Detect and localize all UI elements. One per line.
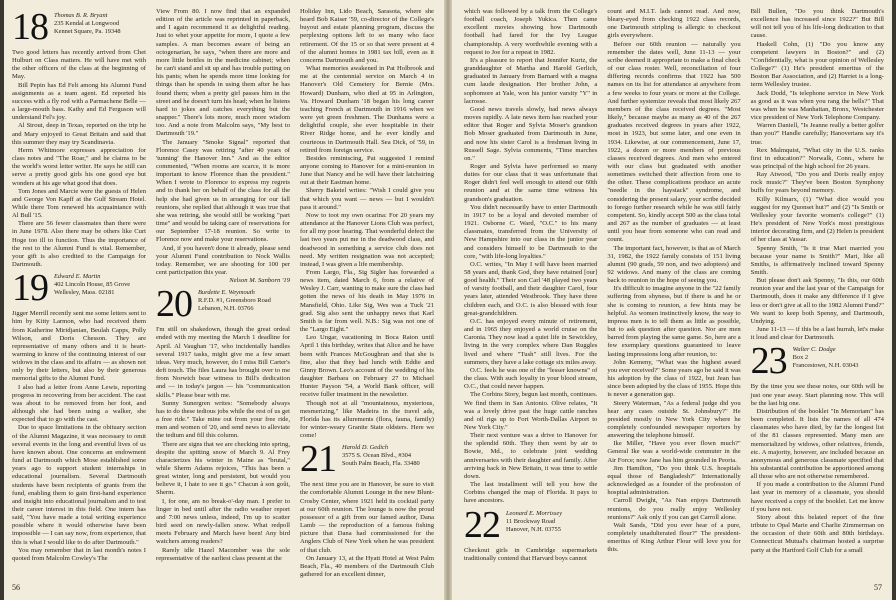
address-line: Hanover, N.H. 03755 xyxy=(506,525,561,533)
paragraph: It's difficult to imagine anyone in the "22 family suffering from shyness, but if there is and he or she is coming to reunion, a few hints may be helpful. As women instinctively know, the way to impress men is to tell them as little as possible, but to ask question after question. Nor are men barred from playing the same game. So, here are a few exemplary questions guaranteed to leave lasting impressions long after reunion, to: xyxy=(607,285,741,358)
paragraph: Ike Miller, "Have you ever flown much?" General Ike was a world-wide commuter in the Air Force; now Jane has him grounded in Peoria. xyxy=(607,440,741,464)
paragraph: I'm still on shakedown, though the great ordeal ended with my meeting the March 1 deadline for April. Al Vaughan '17, who incidentally handles several 1917 tasks, might give me a few smart ideas. Very much, however, do I miss Bill Carter's deft touch. The files Laura has brought over to me from Norwich bear witness to Bill's dedication and — in today's jargon — his "communication skills." Please bear with me. xyxy=(156,326,290,399)
class-secretary-address xyxy=(54,10,121,36)
magazine-spread xyxy=(4,0,892,600)
paragraph: O.C. writes, "In May I will have been married 58 years and, thank God, they have retained [our] good health." Their son Carl '48 played two years of varsity football, and their daughter Carol, four years later, attended Westbrook. They have three children each, and O.C. is also blessed with four great-grandchildren. xyxy=(464,260,598,317)
secretary-name: Harold D. Gedich xyxy=(342,444,389,452)
paragraph: Jack Dodd, "Is telephone service in New York as good as it was when you rang the bells?" That was when he was Manhattan, Bronx, Westchester vice president of New York Telephone Company. xyxy=(750,89,884,122)
paragraph: Herm Whitmore expresses appreciation for class notes and "The Roar," and he claims to be the world's worst letter writer. He says he still can serve a pretty good girls his one good eye but wonders at his age what good that does. xyxy=(12,146,146,187)
paragraph: What memories awakened in Pat Holbrook and me at the centennial service on March 4 in Hanover's Old Cemetery for Bernie (Mrs. Howard) Dunham, who died at 95 in Arlington, Va. Howard Dunham '18 began his long career teaching French at Dartmouth in 1916 when we were yet green freshmen. The Dunhams were a delightful couple, she ever hospitable in their River Ridge home, and he ever kindly and courteous in Dartmouth Hall. Sea Dick, of '59, in retired from foreign service. xyxy=(300,65,434,154)
paragraph: Ray Atwood, "Do you and Doris really enjoy rock music?" They've been Boston Symphony buffs for years beyond memory. xyxy=(750,171,884,195)
paragraph: Jigger Merrill recently sent me some letters sent to him by Kitty Larmon, who had received them from Katherine Miridjanian, Beulah Capps, Polly Wilson, and Doris Chesson. They are representative of many others and it is heart-warming to know of the continuing interest of our widows in the class and its affairs — as shown not only by their letters, but also by their generous memorial gifts to the Alumni Fund. xyxy=(12,310,146,383)
class-year-number: 18 xyxy=(12,6,48,48)
paragraph: Due to space limitations in the obituary section of the Alumni Magazine, it was necessary to omit several events in the long and eventful lives of us have known about. One concerns an endowment fund at Dartmouth which Mose established some years ago to support student internships in educational journalism. Several Dartmouth students have been recipients of grants from the fund, enabling them to gain first-hand experience and insight into educational journalism and to test their career interest in this field. One intern has said, "You have made a total writing experience possible where it would otherwise have been impossible — I can say now, from experience, that this is what I would like to do after Dartmouth." xyxy=(12,424,146,546)
paragraph: Good news travels slowly, bad news always moves rapidly. A late news item has reached your editor that Roger and Sylvia Moser's grandson Bob Moser graduated from Dartmouth in June, and now his sister Carol is a freshman living in Russell Sage. Sylvia comments, "Time marches on." xyxy=(464,105,598,162)
paragraph: which was followed by a talk from the College's football coach, Joseph Yukica. Then came excellent movies showing how Dartmouth football had fared for the Ivy League championship. A very worthwhile evening with a request to Joe for a repeat in 1982. xyxy=(464,8,598,56)
paragraph: Story about this belated report of the fine tribute to Opal Marie and Charlie Zimmerman on the occasion of their 60th and 80th birthdays. Connecticut Mutual's chairman hosted a surprise party at the Hartford Golf Club for a small xyxy=(750,513,884,554)
secretary-name: Edward E. Martin xyxy=(54,273,101,281)
paragraph: Two good letters has recently arrived from Chet Hulburt on Class matters. He will have met with the other officers of the class at the beginning of May. xyxy=(12,49,146,81)
right-columns xyxy=(464,8,884,574)
paragraph: John Kemeny, "What was the highest award you ever received?" Some years ago he said it was his adoption by the class of 1922, but Jean has since been adopted by the class of 1955. Hope this is never a generation gap. xyxy=(607,358,741,399)
address-line: Wellesley, Mass. 02181 xyxy=(54,289,115,297)
class-secretary-address xyxy=(342,442,420,468)
paragraph: By the time you see these notes, our 60th will be just one year away. Start planning now. This will be the last big one. xyxy=(750,383,884,407)
paragraph: I, for one, am no break-o'-day man. I prefer to linger in bed until after the radio weather report and 7:00 news unless, indeed, I'm up to scatter bird seed on newly-fallen snow. What redpoll meets February and March have been! Any bird watchers among readers? xyxy=(156,497,290,546)
paragraph: The next time you are in Hanover, be sure to visit the comfortable Alumni Lounge in the new Blunt-Crosby Center, where 1921 held its cocktail party at our 60th reunion. The lounge is now the proud possessor of a gift from our famed author, Dana Lamb — the reproduction of a famous fishing picture that Dana had commissioned for the Anglers Club of New York when he was president of that club. xyxy=(300,481,434,554)
address-line: R.F.D. #1, Greensboro Road xyxy=(198,297,271,305)
address-line: 11 Brockway Road xyxy=(506,517,556,525)
secretary-name: Thomas B. R. Bryant xyxy=(54,12,108,19)
paragraph: Killy Kilmarx, (1) "What dice would you suggest for my Quonset hut?" and (2) "Is Smith or Wellesley your favorite women's college?" (1) He's president of New York's most prestigious interior decorating firm, and (2) Helen is president of her class at Vassar. xyxy=(750,195,884,244)
paragraph: Haskell Cohn, (1) "Do you know any competent lawyers in Boston?" and (2) "Confidentially, what is your opinion of Wellesley College?" (1) He's president emeritus of the Boston Bar Association, and (2) Harriet is a long-term Wellesley trustee. xyxy=(750,40,884,89)
paragraph: June 11-13 — if this be a last hurrah, let's make it loud and clear for Dartmouth. xyxy=(750,326,884,342)
right-column-2 xyxy=(607,8,740,574)
class-secretary-address xyxy=(793,344,859,370)
page-number: 57 xyxy=(874,583,882,592)
address-line: 235 Kendal at Longwood xyxy=(54,20,120,27)
class-year-number: 22 xyxy=(464,503,500,546)
right-column-3 xyxy=(751,8,884,574)
paragraph: The important fact, however, is that as of March 31, 1982, the 1922 family consists of 151 living alumni (90 grads, 59 non, and two adoptees) and 92 widows. And many of the class are coming back to reunion in the hope of seeing you. xyxy=(607,244,741,285)
class-year-number: 19 xyxy=(12,267,48,310)
paragraph: Distribution of the booklet "In Memoriam" has been completed. It lists the names of all 474 classmates who have died, by far the longest list of the 81 classes represented. Many men are memorialized by widows, other relatives, friends, etc. A majority, however, are included because an anonymous and generous classmate specified that his substantial contribution be apportioned among all those who are not otherwise remembered. xyxy=(750,407,884,481)
class-secretary-address xyxy=(198,287,271,313)
right-column-1 xyxy=(464,8,597,574)
paragraph: You may remember that in last month's notes I quoted from Malcolm Cowley's The xyxy=(12,546,146,562)
paragraph: Warren Daniell, "Is Jeanne really a better golfer than you?" Handle carefully; Hanoverians say it's true. xyxy=(750,122,884,146)
paragraph: If you made a contribution to the Alumni Fund last year in memory of a classmate, you should have received a copy of the booklet. Let me know if you have not. xyxy=(750,481,884,513)
address-line: 402 Lincoln House, 85 Grove xyxy=(54,281,131,289)
class-secretary-address xyxy=(506,508,562,534)
paragraph: The January "Smoke Signal" reported that Florence Casey was retiring "after 40 years of 'tunning' the Hanover Inn." And as the editor commented, "When rooms are scarce, it is more important to know Florence than the president." When I wrote to Florence to express my regrets and to thank her on behalf of the class for all the help she had given us in arranging for our fall reunions, she replied that although it was true that she was retiring, she would still be working "part time" and would be taking care of reservations for our September 17-18 reunion. So write to Florence now and make your reservations. xyxy=(156,138,290,244)
spread-gutter xyxy=(444,0,452,600)
paragraph: Though not at all "mountainous, mysterious, mesmerizing," like Madeira in the travel ads, Florida has its allurements (flora, fauna, family) for winter-weary Granite State oldsters. Here we come! xyxy=(300,399,434,440)
paragraph: From Largo, Fla., Sig Sigler has forwarded a news item, dated March 6, from a relative of Wesley J. Carr, wanting to make sure the class had gotten the news of his death in May 1976 in Mansfield, Ohio. Like Sig, Wes was a Tuck '21 grad. Sig also sent the unhappy news that Karl Smith is far from well. N.B.: Sig was not one of the "Largo Eight." xyxy=(300,269,434,334)
paragraph: Rarely idle Hazel Macomber was the sole representative of the earliest class present at the xyxy=(156,546,290,562)
address-line: Lebanon, N.H. 03766 xyxy=(198,305,254,313)
paragraph: View From 80. I now find that an expanded edition of the article was reprinted in paperback, and I again recommend it as delightful reading. Just to whet your appetite for more, I quote a few samples. A man becomes aware of being an octogenarian, he says, "when there are more and more little bottles in the medicine cabinet; when he can't stand and sit up and has trouble putting on his pants; when he spends more time looking for things than he spends in using them after he has found them; when a pretty girl passes him in the street and he doesn't turn his head; when he listens hard to jokes and catches everything but the snapper." There's lots more, much more wisdom too. And a note from Malcolm says, "My best to Dartmouth '19." xyxy=(156,8,290,138)
paragraph: Carroll Dwight, "As Nan enjoys Dartmouth reunions, do you really enjoy Wellesley reunions?" Ask only if you can get Carroll alone. xyxy=(607,497,741,521)
paragraph: Steery Waterman, "As a federal judge did you hear any cases outside St. Johnsbury?" He presided mostly in New York City where he completely confounded newspaper reporters by answering the telephone himself. xyxy=(607,399,741,440)
address-line: Francestown, N.H. 03043 xyxy=(792,362,859,370)
paragraph: Sherry Baketel writes: "Wish I could give you that which you want — news — but I wouldn't pass it around." xyxy=(300,187,434,211)
paragraph: Rex Malmquist, "What city in the U.S. ranks first in education?" Norwalk, Conn., where he was principal of the high school for 26 years. xyxy=(750,146,884,170)
paragraph: There are 56 fewer classmates than there were in June 1978. Also there may be others like Curt Hoge too ill to function. Thus the importance of the rest to the Alumni Fund is vital. Remember, your gift is also credited to the Campaign for Dartmouth. xyxy=(12,220,146,269)
paragraph: Tom Jones and Marcie were the guests of Helen and George Von Kapff at the Gulf Stream Hotel. While there Tom renewed his acquaintance with Al Bull '15. xyxy=(12,187,146,220)
class-year-number: 20 xyxy=(156,283,192,326)
paragraph: O.C. has enjoyed every minute of retirement, and in 1965 they enjoyed a world cruise on the Caronia. They now lead a quiet life in Sewickley, living in the very complex where Dan Ruggles lived and where "Tush" still lives. For the summers, they have a lake cottage six miles away. xyxy=(464,317,598,366)
secretary-name: Walter C. Dodge xyxy=(792,346,836,354)
paragraph: Bill Bullen, "Do you think Dartmouth's excellence has increased since 1922?" But Bill will not tell you of his life-long dedication to that cause. xyxy=(750,8,884,40)
paragraph: On January 13, at the Hyatt Hotel at West Palm Beach, Fla., 40 members of the Dartmouth Club gathered for an excellent dinner, xyxy=(300,554,434,578)
left-column-3 xyxy=(300,8,434,578)
paragraph: Before our 60th reunion — naturally you remember the dates well, June 11-13 — your scribe deemed it appropriate to make a final check of our class roster. Well, reconciliation of four differing records confirms that 1922 has 500 names on its list for attendance at anywhere from a few weeks to four years or more at the College. And further systemize reveals that most likely 267 members of the class received degrees. "Most likely," because maybe as many as 40 of the 267 graduates received degrees in years after 1922, most in 1923, but some later, and one even in 1934. Likewise, at our commencement, June 17, 1922, a dozen or more members of previous classes received degrees. And men who entered with our class but graduated with another sometimes switched their affection from one to the other. These complications produce an acute "needle in the haystack" syndrome, and considering the present salary, your scribe decided to forego further research while he was still fairly competent. So, kindly accept 500 as the class total and 267 as the number of graduates — at least until you hear from someone who can read and count. xyxy=(607,40,741,244)
paragraph: Walt Sands, "Did you ever hear of a pure, completely unadulterated flour?" The president-emeritus of King Arthur Flour will love you for this. xyxy=(607,521,741,554)
secretary-name: Leonard E. Morrissey xyxy=(506,509,563,517)
left-column-1 xyxy=(12,8,146,574)
class-heading-19 xyxy=(12,267,146,310)
address-line: South Palm Beach, Fla. 33480 xyxy=(342,460,420,468)
class-heading-20 xyxy=(156,283,290,326)
paragraph: O.C. feels he was one of the "lesser knowns" of the class. With such loyalty in your blood stream, O.C., that could never happen. xyxy=(464,366,598,391)
paragraph: But please don't ask Spenny, "Is this, our 60th reunion year and the last year of the Campaign for Dartmouth, does it make any difference if I give less or don't give at all to the 1982 Alumni Fund?" We want to keep both Spenny, and Dartmouth, Undying. xyxy=(750,277,884,325)
left-columns xyxy=(12,6,434,578)
paragraph: And, if you haven't done it already, please send your Alumni Fund contribution to Nock Wallis today. Remember, we are shooting for 100 per cent participation this year. xyxy=(156,244,290,276)
class-secretary-address xyxy=(54,271,130,297)
paragraph: Now to toot my own ocarina: For 20 years my attendance at the Hanover Lions Club was perfect, for all my poor hearing. That wonderful defect the last two years put me in the deadwood class, and deadwood in something a service club does not need. My written resignation was not accepted; instead, I was given a life membership. xyxy=(300,211,434,268)
paragraph: The last installment will tell you how the Corbins changed the map of Florida. It pays to have ancestors. xyxy=(464,481,598,505)
page-number: 56 xyxy=(12,583,20,592)
class-heading-23 xyxy=(750,340,884,383)
paragraph: There are signs that we are checking into spring, despite the spitting snow of March 9. Al Frey characterizes his winter in Maine as "brutal," while Sherm Adams rejoices, "This has been a great winter, long and persistent, but would you believe it, I hate to see it go." Chacun à son goût, Sherm. xyxy=(156,440,290,497)
paragraph: count and M.I.T. lads cannot read. And now, bleary-eyed from checking 1922 class records, one Dartmouth stripling is allergic to checkout girls everywhere. xyxy=(607,8,741,40)
paragraph: Besides reminiscing, Pat suggested I remind anyone coming to Hanover for a mini-reunion in June that Nancy and he will have their latchstring out at their Eastman home. xyxy=(300,154,434,187)
secretary-name: Burdette E. Weymouth xyxy=(198,289,255,297)
paragraph: I also had a letter from Anne Lewis, reporting progress in recovering from her accident. The cast was about to be removed from her foot, and although she had been using a walker, she expected that to go with the cast. xyxy=(12,383,146,424)
paragraph: Leo Ungar, vacationing in Boca Raton until April 1 this birthday, writes that Alice and he have been with Frances McGoughran and that she is fine, also that they had lunch with Eddie and Ginny Brown. Leo's account of the wedding of his daughter Barbara on February 27 to Michael Hunter Payson '54, a World Bank officer, will receive fuller treatment in the newsletter. xyxy=(300,334,434,399)
class-year-number: 23 xyxy=(750,340,787,383)
address-line: 3575 S. Ocean Blvd., #304 xyxy=(342,452,412,460)
paragraph: Spenny Smith, "Is it true Mari married you because your name is Smith?" Mari, like all Smiths, is affirmatively inclined toward Spenny Smith. xyxy=(750,244,884,276)
paragraph: Al Strout, deep in Texas, reported on the trip he and Mary enjoyed to Great Britain and said that this summer they may try Scandinavia. xyxy=(12,122,146,146)
class-heading-21 xyxy=(300,438,434,481)
paragraph: Holiday Inn, Lido Beach, Sarasota, where she heard Bob Kaiser '59, co-director of the College's buyout and estate planning program, discuss the perplexing options left to so many who face retirement. Of the 15 or so that were present at 4 of the alumni homes in 1981 tax bill, even as it concerns Dartmouth and you. xyxy=(300,8,434,64)
paragraph: You didn't necessarily have to enter Dartmouth in 1917 to be a loyal and devoted member of 1921. Osborne C. Ward, "O.C." to his many classmates, transferred from the University of New Hampshire into our class in the junior year and considers himself to be Dartmouth to the core, "with life-long loyalties." xyxy=(464,203,598,260)
right-page xyxy=(452,0,892,600)
address-line: Kennet Square, Pa. 19348 xyxy=(54,28,121,35)
class-year-number: 21 xyxy=(300,438,336,481)
paragraph: Sunny Sunergren writes: "Somebody always has to do these tedious jobs while the rest of us get a free ride." Take mine out from your free ride, men and women of '20, and send news to alleviate the tedium and fill this column. xyxy=(156,399,290,440)
address-line: Box 2 xyxy=(792,354,809,362)
paragraph: Jim Hamilton, "Do you think U.S. hospitals equal those of Bangladesh?" Internationally acknowledged as a founder of the profession of hospital administration. xyxy=(607,464,741,497)
paragraph: Roger and Sylvia have performed so many duties for our class that it was unfortunate that Roger didn't feel well enough to attend our 60th reunion and at the same time witness his grandson's graduation. xyxy=(464,162,598,203)
class-heading-22 xyxy=(464,503,597,546)
left-column-2 xyxy=(156,8,290,574)
signature-line: Nelson M. Sanborn '19 xyxy=(229,277,290,285)
paragraph: Checkout girls in Cambridge supermarkets traditionally contend that Harvard boys cannot xyxy=(464,546,598,562)
class-heading-18 xyxy=(12,6,146,48)
paragraph: Bill Pepin has Ed Felt among his Alumni Fund assignments as a team agent. Ed reported his success with a fly rod with a Parmachene Belle — a large-mouth bass. Kathy and Ed Ferguson will understand Fel's joy. xyxy=(12,81,146,122)
paragraph: Their next venture was a drive to Hanover for the splendid 60th. They then went by air to Bowie, Md., to celebrate joint wedding anniversaries with their daughter and family. After arriving back in New Britain, it was time to settle down. xyxy=(464,432,598,480)
paragraph: The Corbins Story, begun last month, continues. We find them in San Antonio. Olive relates, "It was a lovely drive past the huge cattle ranches and oil rigs up to Fort Worth-Dallas Airport to New York City." xyxy=(464,391,598,431)
paragraph: It's a pleasure to report that Jennifer Kurtz, the granddaughter of Martha and Harold Gerlich, graduated in January from Barnard with a magna cum laude designation. Her brother John, a sophomore at Yale, won his junior varsity "Y" in lacrosse. xyxy=(464,56,598,105)
left-page xyxy=(4,0,444,600)
